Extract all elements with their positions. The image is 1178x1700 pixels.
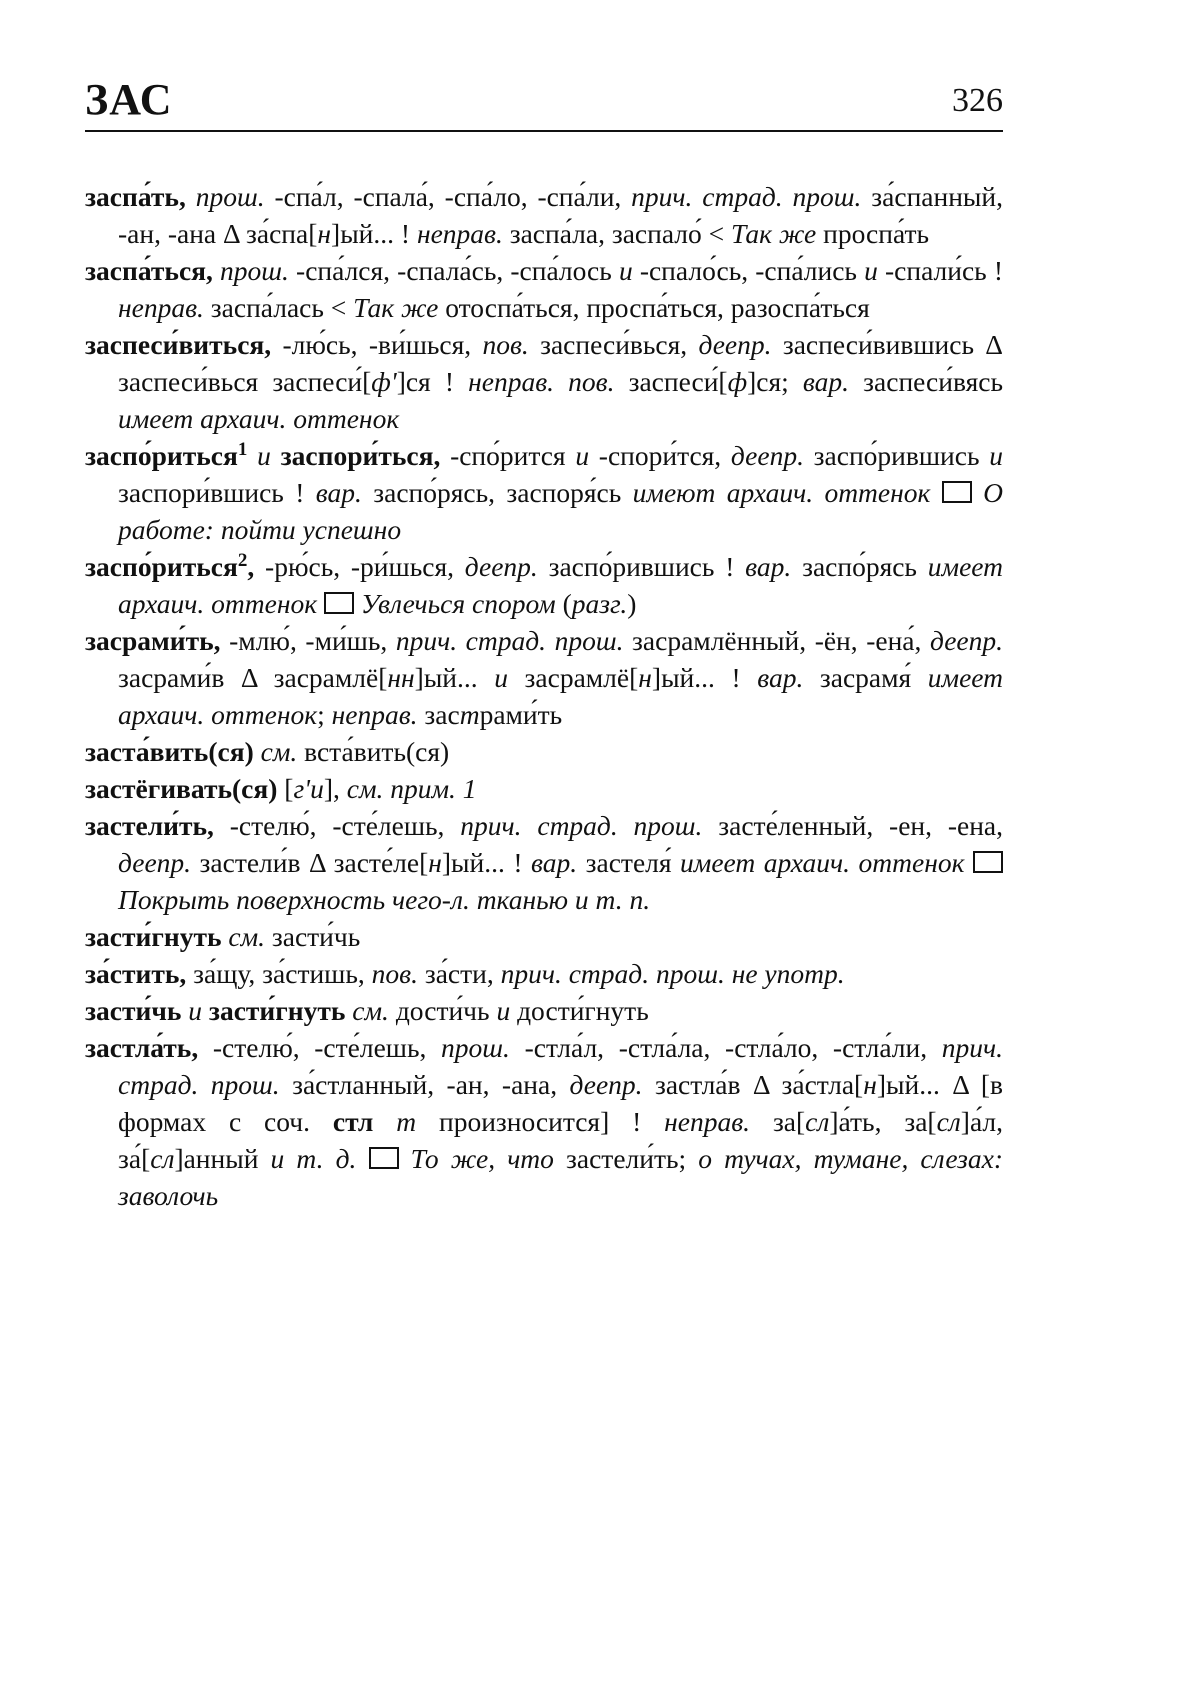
dictionary-entry [85, 1029, 1003, 1214]
label-italic: т [459, 699, 480, 730]
headword: за́стить, [85, 958, 187, 989]
entry-text: произносится] ! [416, 1106, 665, 1137]
entry-text: -млю́, -ми́шь, [220, 625, 396, 656]
entry-text: рами́ть [479, 699, 563, 730]
label-italic: и т. д. [270, 1143, 369, 1174]
label-italic: и [864, 255, 878, 286]
label-italic: деепр. [118, 847, 192, 878]
label-italic: г'и [293, 773, 324, 804]
dictionary-entry [85, 548, 1003, 622]
entry-text: ]анный [174, 1143, 271, 1174]
label-italic: и [181, 995, 209, 1026]
label-italic: вар. [531, 847, 578, 878]
entry-text: заспо́рившись ! [537, 551, 746, 582]
entry-text: заспеси́вясь [849, 366, 1004, 397]
label-italic: вар. [315, 477, 362, 508]
entry-text: засте́ленный, -ен, -ена, [702, 810, 1003, 841]
entry-text: -спа́лся, -спала́сь, -спа́лось [288, 255, 619, 286]
label-italic: о тучах, тумане, слезах: заволочь [118, 1143, 1004, 1211]
label-italic: нн [387, 662, 415, 693]
entry-text: -спало́сь, -спа́лись [632, 255, 865, 286]
label-italic: имеет архаич. оттенок [118, 403, 400, 434]
entry-text: -спали́сь ! [877, 255, 1003, 286]
dictionary-entry [85, 770, 1003, 807]
entry-text: дости́гнуть [510, 995, 649, 1026]
label-italic: неправ. пов. [468, 366, 615, 397]
label-italic: и [247, 440, 281, 471]
headword: заспа́ть, [85, 181, 186, 212]
entry-text [373, 1106, 396, 1137]
label-italic: и [494, 662, 508, 693]
dictionary-entry [85, 733, 1003, 770]
label-italic: деепр. [464, 551, 538, 582]
entry-text: заспа́ла, заспало́ < [502, 218, 732, 249]
label-italic: имеют архаич. оттенок [632, 477, 942, 508]
headword: заспори́ться, [280, 440, 441, 471]
entry-text: ]ый... Δ [в формах с соч. [118, 1069, 1003, 1137]
label-italic: ф' [371, 366, 397, 397]
dictionary-entry [85, 992, 1003, 1029]
label-italic: неправ. [416, 218, 503, 249]
label-italic: прич. страд. прош. [460, 810, 703, 841]
headword: стл [332, 1106, 374, 1137]
headword: заспа́ться, [85, 255, 213, 286]
entry-text: застели́ть; [553, 1143, 699, 1174]
entry-text: за[ [750, 1106, 806, 1137]
dictionary-entry [85, 437, 1003, 548]
dictionary-entry [85, 807, 1003, 918]
label-italic: Увлечься спором [353, 588, 556, 619]
entry-text: ], [323, 773, 347, 804]
definition-box-icon [324, 592, 354, 614]
entry-text: заспо́рясь, заспоря́сь [361, 477, 633, 508]
entry-text: ]ся; [747, 366, 803, 397]
label-italic: неправ. [331, 699, 418, 730]
label-italic: см. прим. 1 [346, 773, 477, 804]
entry-text: -лю́сь, -ви́шься, [271, 329, 483, 360]
label-italic: см. [253, 736, 298, 767]
entry-text: -стелю́, -сте́лешь, [213, 810, 461, 841]
label-italic: разг. [571, 588, 628, 619]
entry-text: -спо́рится [440, 440, 576, 471]
label-italic: Покрыть поверхность чего-л. тканью и т. п. [118, 884, 651, 915]
entry-text: дости́чь [388, 995, 497, 1026]
entry-text: ) [627, 588, 637, 619]
entry-text: засрами́в Δ засрамлё[ [118, 662, 388, 693]
entry-text: заспо́рившись [803, 440, 990, 471]
headword: заспеси́виться, [85, 329, 272, 360]
label-italic: сл [150, 1143, 175, 1174]
dictionary-entry [85, 252, 1003, 326]
label-italic: сл [805, 1106, 830, 1137]
entry-text: [ [277, 773, 294, 804]
homonym-index: 1 [237, 438, 248, 460]
entry-text: ]ый... ! [441, 847, 532, 878]
entry-text: отоспа́ться, проспа́ться, разоспа́ться [438, 292, 870, 323]
label-italic: прош. [441, 1032, 510, 1063]
label-italic: прош. [185, 181, 265, 212]
label-italic: прич. страд. прош. [118, 1032, 1003, 1100]
label-italic: прич. страд. прош. [395, 625, 624, 656]
entry-text: ]а́л, за́[ [118, 1106, 1003, 1174]
label-italic: деепр. [698, 329, 772, 360]
entry-text: заспори́вшись ! [118, 477, 316, 508]
headword: заста́вить(ся) [85, 736, 254, 767]
dictionary-entry [85, 622, 1003, 733]
headword: застёгивать(ся) [85, 773, 278, 804]
label-italic: вар. [757, 662, 804, 693]
label-italic: имеет архаич. оттенок [118, 662, 1003, 730]
label-italic: неправ. [118, 292, 204, 323]
headword: засти́гнуть [208, 995, 346, 1026]
dictionary-entry [85, 178, 1003, 252]
dictionary-entry [85, 955, 1003, 992]
homonym-index: 2 [237, 549, 248, 571]
guide-word: ЗАС [85, 75, 173, 124]
label-italic: н [863, 1069, 877, 1100]
label-italic: Так же [731, 218, 817, 249]
entry-text: застла́в Δ за́стла[ [642, 1069, 864, 1100]
label-italic: и [618, 255, 633, 286]
label-italic: имеет архаич. оттенок [118, 551, 1003, 619]
entry-text: ( [555, 588, 572, 619]
label-italic: сл [936, 1106, 961, 1137]
entry-text: -спа́л, -спала́, -спа́ло, -спа́ли, [264, 181, 632, 212]
label-italic: вар. [745, 551, 792, 582]
label-italic: деепр. [929, 625, 1003, 656]
entry-text: вста́вить(ся) [297, 736, 450, 767]
entry-text: -стелю́, -сте́лешь, [198, 1032, 442, 1063]
label-italic: деепр. [569, 1069, 643, 1100]
entry-text: заспеси́[ [614, 366, 728, 397]
definition-box-icon [369, 1147, 399, 1169]
entry-text: -рю́сь, -ри́шься, [254, 551, 465, 582]
label-italic: То же, что [398, 1143, 554, 1174]
label-italic: см. [221, 921, 266, 952]
entry-text: засрамя́ [803, 662, 928, 693]
label-italic: т [396, 1106, 417, 1137]
entry-text: проспа́ть [816, 218, 930, 249]
entry-text: заспа́лась < [203, 292, 354, 323]
label-italic: вар. [802, 366, 850, 397]
label-italic: ф [727, 366, 748, 397]
entry-text: застели́в Δ засте́ле[ [191, 847, 429, 878]
label-italic: н [638, 662, 652, 693]
label-italic: н [428, 847, 442, 878]
entry-text: засрамлённый, -ён, -ена́, [623, 625, 930, 656]
label-italic: см. [345, 995, 389, 1026]
label-italic: пов. [371, 958, 418, 989]
entry-text: за́стланный, -ан, -ана, [279, 1069, 570, 1100]
headword: , [247, 551, 255, 582]
label-italic: и [575, 440, 590, 471]
dictionary-entry [85, 918, 1003, 955]
headword: заспо́риться [85, 440, 238, 471]
label-italic: О работе: пойти успешно [118, 477, 1003, 545]
label-italic: деепр. [730, 440, 804, 471]
headword: засрами́ть, [85, 625, 221, 656]
entry-text: ]ый... ! [331, 218, 417, 249]
entry-text: застеля́ [577, 847, 681, 878]
definition-box-icon [942, 481, 972, 503]
label-italic: и [989, 440, 1003, 471]
entry-text: зас [417, 699, 460, 730]
entry-text: ]ый... ! [651, 662, 758, 693]
label-italic: пов. [482, 329, 529, 360]
entry-text: ; [317, 699, 332, 730]
label-italic: и [496, 995, 511, 1026]
entry-text: ]ый... [414, 662, 495, 693]
entry-text: заспеси́вившись Δ заспеси́вься заспеси́[ [118, 329, 1003, 397]
entry-text: ]а́ть, за[ [829, 1106, 937, 1137]
headword: застели́ть, [85, 810, 214, 841]
dictionary-entry [85, 326, 1003, 437]
headword: засти́гнуть [85, 921, 222, 952]
entry-text: за́щу, за́стишь, [186, 958, 372, 989]
headword: заспо́риться [85, 551, 238, 582]
label-italic: прош. [212, 255, 289, 286]
label-italic: неправ. [664, 1106, 751, 1137]
label-italic: прич. страд. прош. [631, 181, 862, 212]
page-header [85, 74, 1003, 132]
page-number: 326 [952, 82, 1003, 119]
entry-text: за́спанный, -ан, -ана Δ за́спа[ [118, 181, 1003, 249]
entry-text: заспо́рясь [791, 551, 928, 582]
label-italic: прич. страд. прош. не употр. [500, 958, 845, 989]
entry-text: заспеси́вься, [528, 329, 699, 360]
entry-text: засрамлё[ [507, 662, 639, 693]
dictionary-entries [85, 178, 1003, 1214]
entry-text: за́сти, [417, 958, 501, 989]
definition-box-icon [973, 851, 1003, 873]
label-italic: имеет архаич. оттенок [680, 847, 973, 878]
label-italic: н [317, 218, 332, 249]
headword: засти́чь [85, 995, 182, 1026]
label-italic: Так же [353, 292, 439, 323]
entry-text: -стла́л, -стла́ла, -стла́ло, -стла́ли, [509, 1032, 942, 1063]
headword: застла́ть, [85, 1032, 199, 1063]
entry-text: -спори́тся, [589, 440, 731, 471]
entry-text: засти́чь [265, 921, 361, 952]
entry-text: ]ся ! [396, 366, 469, 397]
